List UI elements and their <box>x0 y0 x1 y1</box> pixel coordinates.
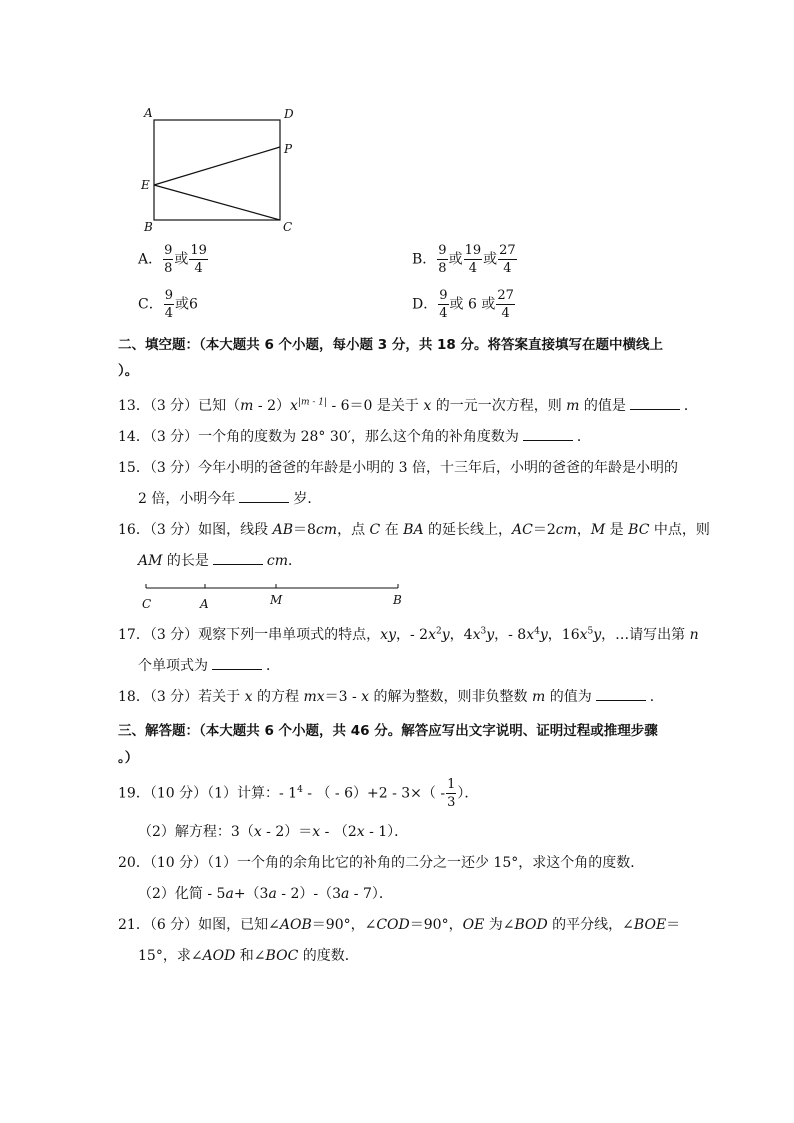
question-16: 16．（3 分）如图，线段 AB＝8cm，点 C 在 BA 的延长线上，AC＝2cm，M 是 BC 中点，则 <box>118 522 710 538</box>
point-a-label: A <box>200 597 209 611</box>
option-b[interactable]: B． $\frac{9}{8}$ 或 $\frac{19}{4}$ 或 $\frac{27}{4}$ <box>412 243 516 276</box>
option-a[interactable]: A． $\frac{9}{8}$ 或 $\frac{19}{4}$ <box>138 243 207 276</box>
segment-figure <box>136 578 416 612</box>
question-14: 14．（3 分）一个角的度数为 28° 30′，那么这个角的补角度数为 ． <box>118 429 591 445</box>
question-20: 20．（10 分）（1）一个角的余角比它的补角的二分之一还少 15°，求这个角的度数． <box>118 855 645 871</box>
answer-blank[interactable] <box>239 490 289 503</box>
point-c-label: C <box>142 597 152 611</box>
fraction: $\frac{27}{4}$ <box>499 243 516 276</box>
answer-blank[interactable] <box>630 397 680 410</box>
question-19-part2: （2）解方程：3（x - 2）＝x - （2x - 1）． <box>138 824 409 840</box>
vertex-a-label: A <box>144 106 153 120</box>
fraction: $\frac{9}{4}$ <box>439 288 448 321</box>
question-17: 17．（3 分）观察下列一串单项式的特点，xy，- $2x^2y$，$4x^3y$，- $8x^4y$，$16x^5y$，…请写出第 n <box>118 626 699 643</box>
answer-blank[interactable] <box>596 688 646 701</box>
section3-heading-end: 。） <box>118 750 139 766</box>
section2-heading: 二、填空题：（本大题共 6 个小题，每小题 3 分，共 18 分。将答案直接填写在题中横线上 <box>118 337 664 353</box>
fraction: $\frac{27}{4}$ <box>497 288 514 321</box>
question-17-line2: 个单项式为 ． <box>138 658 280 674</box>
section2-heading-end: ）。 <box>118 363 139 379</box>
vertex-b-label: B <box>144 220 153 234</box>
question-15-line2: 2 倍，小明今年 岁． <box>138 491 322 507</box>
fraction: $\frac{19}{4}$ <box>190 243 207 276</box>
vertex-c-label: C <box>283 220 293 234</box>
option-c[interactable]: C． $\frac{9}{4}$ 或6 <box>138 288 198 321</box>
fraction: $\frac{9}{4}$ <box>164 288 173 321</box>
answer-blank[interactable] <box>523 428 573 441</box>
fraction: $\frac{1}{3}$ <box>447 777 456 810</box>
option-d[interactable]: D． $\frac{9}{4}$ 或 6 或 $\frac{27}{4}$ <box>412 288 514 321</box>
fraction: $\frac{9}{8}$ <box>438 243 447 276</box>
fraction: $\frac{9}{8}$ <box>164 243 173 276</box>
answer-blank[interactable] <box>213 552 263 565</box>
section3-heading: 三、解答题：（本大题共 6 个小题，共 46 分。解答应写出文字说明、证明过程或推理步骤 <box>118 723 658 739</box>
question-16-line2: AM 的长是 cm． <box>138 553 303 569</box>
question-13: 13．（3 分）已知$(m - 2)x^{|m - 1|} - 6=0$ 是关于 x 的一元一次方程，则 m 的值是 ． <box>118 397 698 414</box>
fraction: $\frac{19}{4}$ <box>464 243 482 276</box>
vertex-p-label: P <box>284 142 293 156</box>
question-18: 18．（3 分）若关于 x 的方程 mx＝3 - x 的解为整数，则非负整数 m 的值为 ． <box>118 689 664 705</box>
question-21: 21．（6 分）如图，已知∠AOB＝90°，∠COD＝90°，OE 为∠BOD 的平分线，∠BOE＝ <box>118 917 681 933</box>
point-m-label: M <box>270 593 283 607</box>
vertex-d-label: D <box>284 107 294 121</box>
question-20-part2: （2）化简 - 5a+（3a - 2）-（3a - 7）． <box>138 886 393 902</box>
rectangle-figure <box>130 100 310 240</box>
vertex-e-label: E <box>141 178 150 192</box>
point-b-label: B <box>393 593 402 607</box>
question-19: 19．（10 分）（1）计算：- $1^4$ - （ - 6）+2 - 3×（ - $\frac{1}{3}$ ）． <box>118 777 479 810</box>
answer-blank[interactable] <box>212 657 262 670</box>
question-21-line2: 15°，求∠AOD 和∠BOC 的度数． <box>138 948 359 964</box>
question-15: 15．（3 分）今年小明的爸爸的年龄是小明的 3 倍，十三年后，小明的爸爸的年龄是小明的 <box>118 460 678 476</box>
